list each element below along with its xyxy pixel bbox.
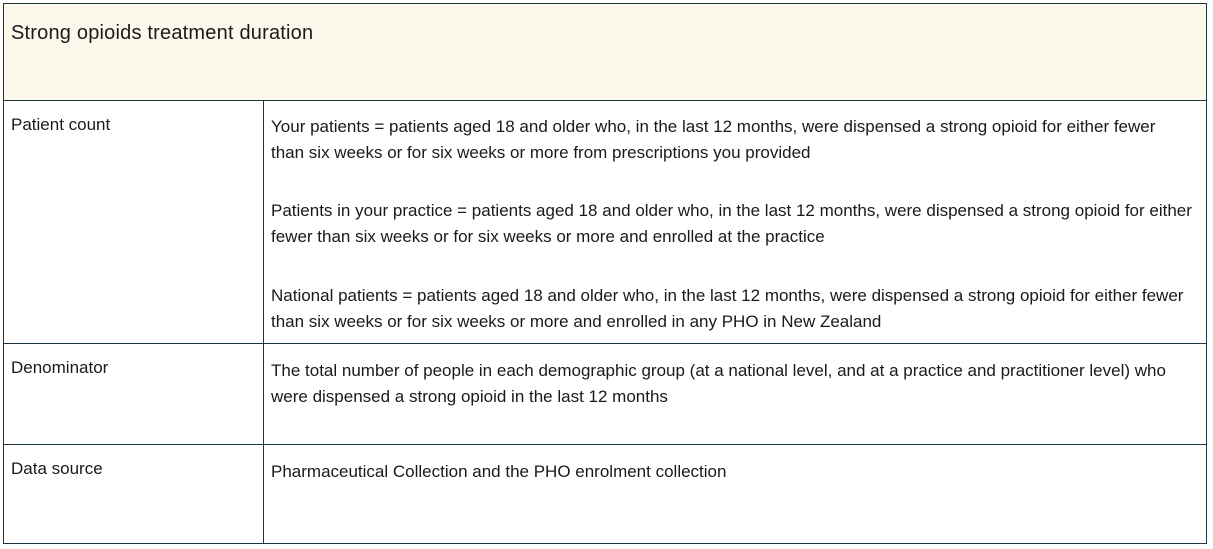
row-value-cell	[264, 445, 1206, 543]
row-label-cell	[4, 101, 264, 343]
data-source-text: Pharmaceutical Collection and the PHO enrolment collection	[271, 462, 727, 481]
national-patients-definition: National patients = patients aged 18 and older who, in the last 12 months, were dispensed a strong opioid for either fewer than six weeks or for six weeks or more and enrolled in any PHO in New Zealand	[271, 286, 1184, 331]
row-label: Data source	[11, 459, 103, 478]
table-row-data-source	[4, 445, 1206, 543]
table-title: Strong opioids treatment duration	[11, 22, 314, 44]
practice-patients-definition: Patients in your practice = patients aged 18 and older who, in the last 12 months, were dispensed a strong opioid for either fewer than six weeks or for six weeks or more and enrolled at the practice	[271, 201, 1192, 246]
table-row-denominator	[4, 344, 1206, 445]
row-label: Patient count	[11, 115, 111, 134]
row-label-cell	[4, 344, 264, 444]
row-label-cell	[4, 445, 264, 543]
your-patients-definition: Your patients = patients aged 18 and older who, in the last 12 months, were dispensed a strong opioid for either fewer than six weeks or for six weeks or more from prescriptions you provided	[271, 117, 1156, 162]
row-value-cell	[264, 344, 1206, 444]
table-header	[4, 4, 1206, 101]
denominator-definition: The total number of people in each demographic group (at a national level, and at a practice and practitioner level) who were dispensed a strong opioid in the last 12 months	[271, 361, 1166, 406]
row-value-cell	[264, 101, 1206, 343]
definition-table	[3, 3, 1207, 544]
row-label: Denominator	[11, 358, 109, 377]
table-row-patient-count	[4, 101, 1206, 344]
